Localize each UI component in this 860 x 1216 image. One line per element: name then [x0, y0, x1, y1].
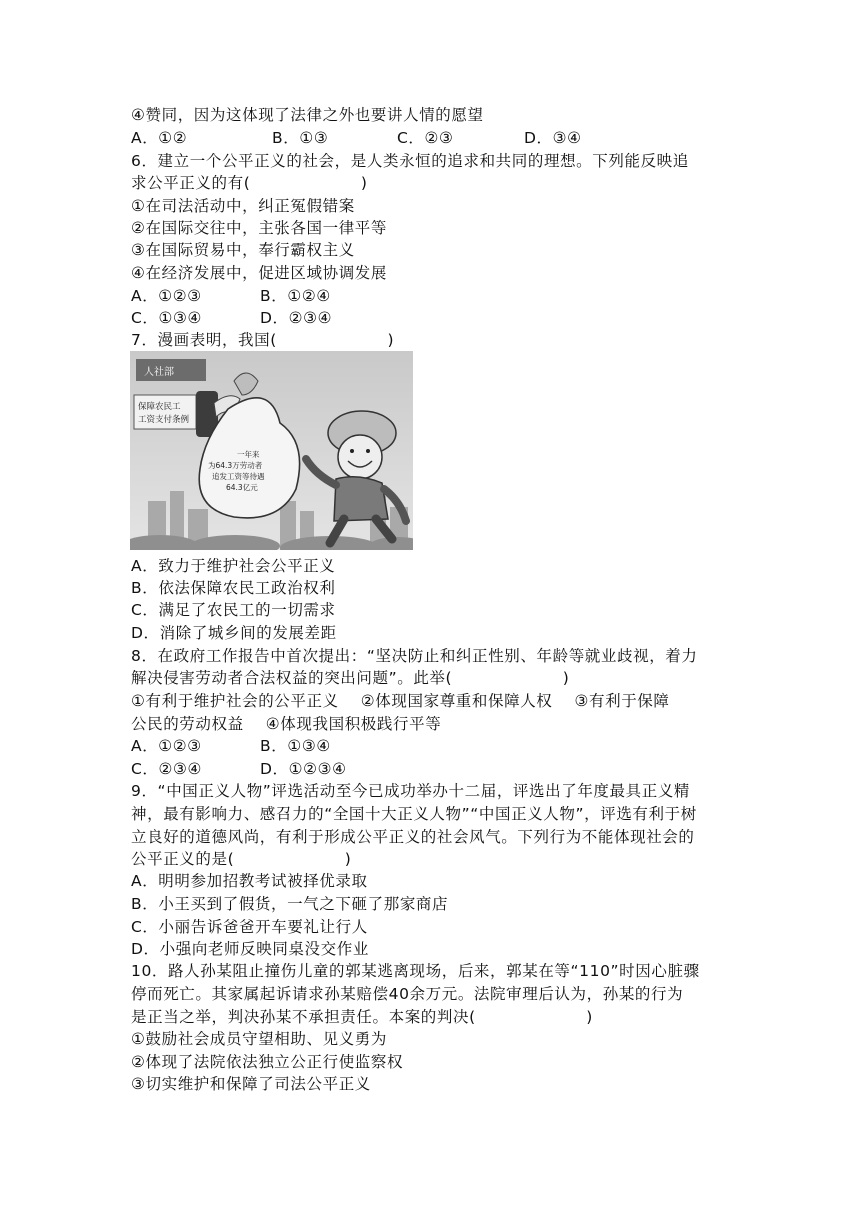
- q9-stem-line-1: 9．“中国正义人物”评选活动至今已成功举办十二届，评选出了年度最具正义精: [131, 782, 691, 800]
- q7-option-a[interactable]: A．致力于维护社会公平正义: [131, 557, 336, 575]
- q6-option-d[interactable]: D．②③④: [260, 309, 333, 327]
- bag-text-line-3: 追发工资等待遇: [212, 472, 265, 481]
- worker-body: [334, 477, 388, 521]
- q8-stem-line-1: 8．在政府工作报告中首次提出：“坚决防止和纠正性别、年龄等就业歧视，着力: [131, 647, 698, 665]
- q9-stem-line-3: 立良好的道德风尚，有利于形成公平正义的社会风气。下列行为不能体现社会的: [131, 828, 695, 846]
- q9-option-b[interactable]: B．小王买到了假货，一气之下砸了那家商店: [131, 895, 449, 913]
- q5-option-d[interactable]: D．③④: [524, 129, 582, 147]
- q6-item-2: ②在国际交往中，主张各国一律平等: [131, 219, 387, 237]
- q8-option-d[interactable]: D．①②③④: [260, 760, 347, 778]
- q7-option-c[interactable]: C．满足了农民工的一切需求: [131, 601, 336, 619]
- q9-stem-line-2: 神，最有影响力、感召力的“全国十大正义人物”“中国正义人物”，评选有利于树: [131, 805, 697, 823]
- bag-text-line-4: 64.3亿元: [226, 483, 258, 492]
- q8-option-b[interactable]: B．①③④: [260, 737, 331, 755]
- q8-options-row-1: [131, 735, 531, 757]
- q6-item-4: ④在经济发展中，促进区域协调发展: [131, 264, 387, 282]
- q6-item-3: ③在国际贸易中，奉行霸权主义: [131, 241, 355, 259]
- q10-stem-line-1: 10．路人孙某阻止撞伤儿童的郭某逃离现场，后来，郭某在等“110”时因心脏骤: [131, 962, 700, 980]
- q6-option-b[interactable]: B．①②④: [260, 287, 331, 305]
- q8-options-row-2: [131, 758, 531, 780]
- regulation-label-line-2: 工资支付条例: [138, 415, 190, 425]
- q6-option-c[interactable]: C．①③④: [131, 309, 203, 327]
- q10-item-1: ①鼓励社会成员守望相助、见义勇为: [131, 1030, 387, 1048]
- q9-option-c[interactable]: C．小丽告诉爸爸开车要礼让行人: [131, 918, 368, 936]
- q6-stem-line-1: 6．建立一个公平正义的社会，是人类永恒的追求和共同的理想。下列能反映追: [131, 152, 689, 170]
- q5-option-c[interactable]: C．②③: [397, 129, 454, 147]
- q6-options-row-2: [131, 307, 531, 329]
- q10-stem-line-2: 停而死亡。其家属起诉请求孙某赔偿40余万元。法院审理后认为，孙某的行为: [131, 985, 684, 1003]
- bag-text-line-1: 一年来: [237, 450, 260, 459]
- q5-option-a[interactable]: A．①②: [131, 129, 188, 147]
- ministry-label: 人社部: [144, 367, 174, 378]
- q5-item-4: ④赞同，因为这体现了法律之外也要讲人情的愿望: [131, 106, 484, 124]
- bag-text-line-2: 为64.3万劳动者: [208, 461, 263, 470]
- q8-items-line-2: 公民的劳动权益 ④体现我国积极践行平等: [131, 715, 442, 733]
- q8-items-line-1: ①有利于维护社会的公平正义 ②体现国家尊重和保障人权 ③有利于保障: [131, 692, 670, 710]
- q6-item-1: ①在司法活动中，纠正冤假错案: [131, 197, 355, 215]
- q8-stem-line-2: 解决侵害劳动者合法权益的突出问题”。此举( ): [131, 669, 570, 687]
- q9-option-a[interactable]: A．明明参加招教考试被择优录取: [131, 872, 368, 890]
- q8-option-a[interactable]: A．①②③: [131, 737, 202, 755]
- q10-stem-line-3: 是正当之举，判决孙某不承担责任。本案的判决( ): [131, 1008, 593, 1026]
- q5-options: [131, 127, 731, 149]
- q5-option-b[interactable]: B．①③: [272, 129, 329, 147]
- q7-option-d[interactable]: D．消除了城乡间的发展差距: [131, 624, 337, 642]
- q10-item-3: ③切实维护和保障了司法公平正义: [131, 1075, 371, 1093]
- q8-option-c[interactable]: C．②③④: [131, 760, 203, 778]
- worker-face: [338, 435, 382, 479]
- q7-option-b[interactable]: B．依法保障农民工政治权利: [131, 579, 336, 597]
- regulation-label-line-1: 保障农民工: [138, 402, 181, 412]
- q7-cartoon-image: [130, 351, 413, 550]
- q6-option-a[interactable]: A．①②③: [131, 287, 202, 305]
- q9-stem-line-4: 公平正义的是( ): [131, 850, 352, 868]
- q6-options-row-1: [131, 285, 531, 307]
- q10-item-2: ②体现了法院依法独立公正行使监察权: [131, 1053, 404, 1071]
- q6-stem-line-2: 求公平正义的有( ): [131, 174, 368, 192]
- q9-option-d[interactable]: D．小强向老师反映同桌没交作业: [131, 940, 369, 958]
- q7-stem: 7．漫画表明，我国( ): [131, 331, 395, 349]
